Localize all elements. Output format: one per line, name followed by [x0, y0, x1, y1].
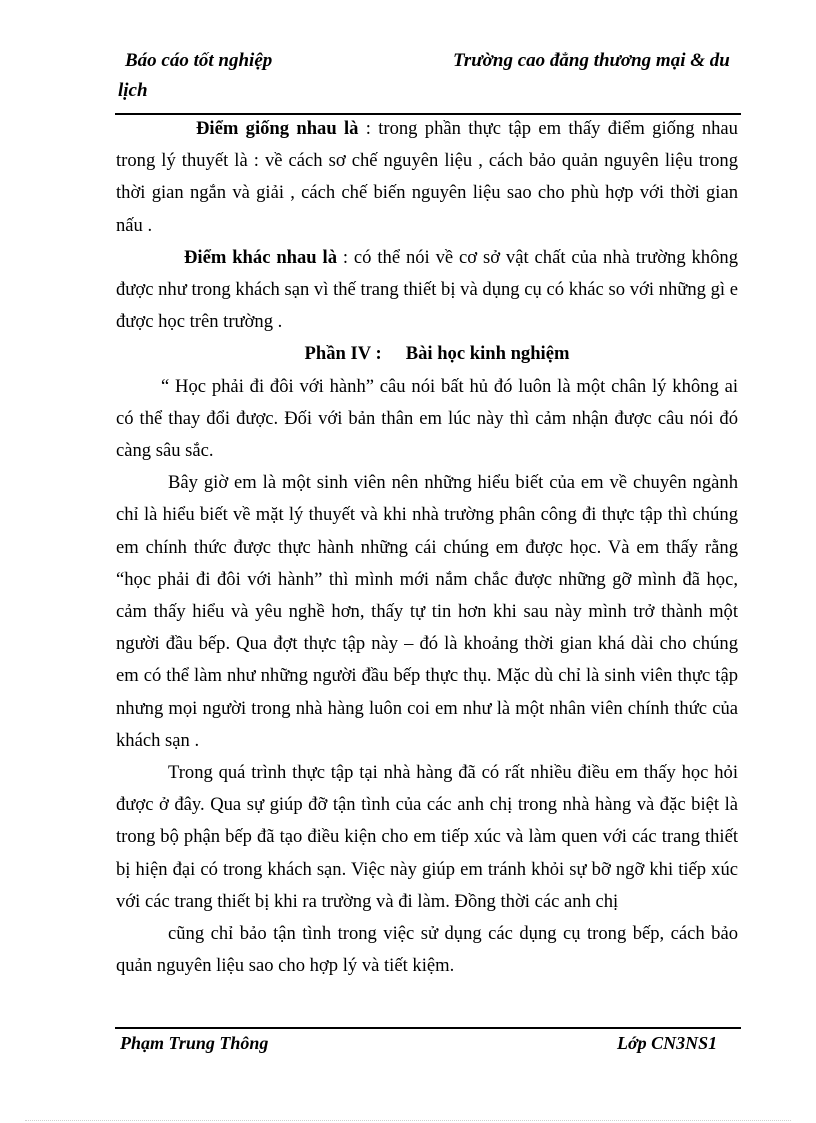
- section-title: Bài học kinh nghiệm: [405, 343, 570, 365]
- paragraph-quote: “ Học phải đi đôi với hành” câu nói bất hủ đó luôn là một chân lý không ai có thể thay đổi được. Đối với bản thân em lúc này thì cảm nhận được câu nói đó càng sâu sắc.: [116, 375, 738, 462]
- paragraph-differences: [116, 242, 738, 339]
- header-report-title: Báo cáo tốt nghiệp: [125, 50, 273, 71]
- paragraph-similarities: [116, 113, 738, 242]
- paragraph-internship-learning: Trong quá trình thực tập tại nhà hàng đã có rất nhiều điều em thấy học hỏi được ở đây. Qua sự giúp đỡ tận tình của các anh chị trong nhà hàng và đặc biệt là trong bộ phận bếp đã tạo điều kiện cho em tiếp xúc và làm quen với các trang thiết bị hiện đại có trong khách sạn. Việc này giúp em tránh khỏi sự bỡ ngỡ khi tiếp xúc với các trang thiết bị khi ra trường và đi làm. Đồng thời các anh chị: [116, 762, 738, 912]
- differences-text: : có thể nói về cơ sở vật chất của nhà trường không được như trong khách sạn vì thế trang thiết bị và dụng cụ có khác so với những gì e được học trên trường .: [116, 246, 738, 333]
- similarities-heading: Điểm giống nhau là: [196, 118, 359, 139]
- section-heading: [116, 338, 738, 370]
- similarities-text: : trong phần thực tập em thấy điểm giống nhau trong lý thuyết là : về cách sơ chế nguyên liệu , cách bảo quản nguyên liệu trong thời gian ngắn và giải , cách chế biến nguyên liệu sao cho phù hợp với thời gian nấu .: [116, 118, 738, 236]
- paragraph-student-experience: Bây giờ em là một sinh viên nên những hiểu biết của em về chuyên ngành chỉ là hiểu biết về mặt lý thuyết và khi nhà trường phân công đi thực tập thì chúng em chính thức được thực hành những cái chúng em được học. Và em thấy rằng “học phải đi đôi với hành” thì mình mới nắm chắc được những gỡ mình đã học, cảm thấy hiểu và yêu nghề hơn, thấy tự tin hơn khi sau này mình trở thành một người đầu bếp. Qua đợt thực tập này – đó là khoảng thời gian khá dài cho chúng em có thể làm như những người đầu bếp thực thụ. Mặc dù chỉ là sinh viên thực tập nhưng mọi người trong nhà hàng luôn coi em như là một nhân viên chính thức của khách sạn .: [116, 472, 738, 751]
- footer-class-code: Lớp CN3NS1: [617, 1033, 718, 1053]
- header-school-name: Trường cao đẳng thương mại & du: [453, 50, 730, 71]
- differences-heading: Điểm khác nhau là: [184, 246, 337, 268]
- document-body: [116, 113, 738, 982]
- header-school-name-continued: lịch: [118, 80, 148, 101]
- paragraph-guidance: cũng chỉ bảo tận tình trong việc sử dụng các dụng cụ trong bếp, cách bảo quản nguyên liệu sao cho hợp lý và tiết kiệm.: [116, 923, 738, 977]
- footer-divider: [115, 1027, 741, 1029]
- footer-author-name: Phạm Trung Thông: [120, 1033, 269, 1053]
- page-edge-dotted-line: [25, 1120, 791, 1121]
- section-part-label: Phần IV :: [304, 343, 382, 365]
